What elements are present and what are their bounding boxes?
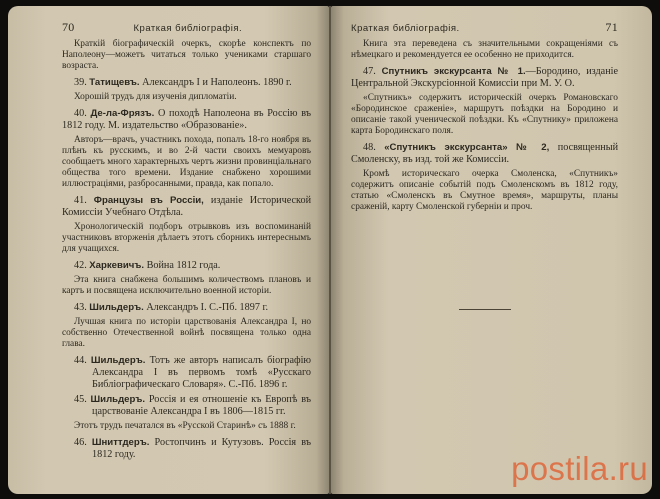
entry-note: Этотъ трудъ печатался въ «Русской Старинѣ» съ 1888 г. bbox=[74, 421, 296, 431]
entry-48 bbox=[351, 142, 618, 166]
entry-number: 47. bbox=[363, 66, 376, 77]
right-text-block bbox=[351, 39, 618, 310]
entry-42 bbox=[62, 260, 311, 272]
left-page bbox=[8, 6, 329, 494]
left-page-number: 70 bbox=[62, 20, 75, 34]
book-spread bbox=[8, 6, 652, 494]
entry-author: «Спутникъ экскурсанта» № 2, bbox=[384, 142, 550, 153]
watermark: postila.ru bbox=[511, 450, 648, 487]
right-intro-note: Книга эта переведена съ значительными сокращеніями съ нѣмецкаго и рекомендуется ее особенно не приходится. bbox=[351, 39, 618, 60]
entry-46 bbox=[62, 437, 311, 461]
right-running-title: Краткая библіографія. bbox=[351, 23, 460, 34]
entry-45 bbox=[62, 394, 311, 418]
entry-title: О походѣ Наполеона въ Россію въ 1812 году. М. издательство «Образованіе». bbox=[62, 108, 312, 131]
entry-41 bbox=[62, 195, 311, 219]
entry-title: Война 1812 года. bbox=[146, 260, 221, 271]
entry-note: Хорошій трудъ для изученія дипломатіи. bbox=[74, 92, 237, 102]
entry-title: изданіе Исторической Комиссіи Учебнаго Отдѣла. bbox=[62, 195, 312, 218]
entry-39 bbox=[62, 77, 311, 89]
entry-number: 44. bbox=[74, 355, 87, 366]
entry-note: Лучшая книга по исторіи царствованія Александра I, но собственно Отечественной войнѣ посвящена только одна глава. bbox=[62, 317, 312, 349]
entry-title: Россія и ея отношеніе къ Европѣ въ царствованіе Александра I въ 1806—1815 гг. bbox=[92, 394, 312, 417]
entry-title: Тотъ же авторъ написалъ біографію Александра I въ первомъ томѣ «Русскаго Библіографическаго Словаря». С.-Пб. 1896 г. bbox=[92, 355, 312, 390]
entry-title: Ростопчинъ и Кутузовъ. Россія въ 1812 году. bbox=[92, 437, 312, 460]
section-rule bbox=[459, 309, 511, 310]
right-running-head bbox=[351, 20, 618, 35]
entry-number: 42. bbox=[74, 260, 87, 271]
entry-author: Спутникъ экскурсанта № 1. bbox=[381, 66, 526, 77]
entry-40 bbox=[62, 108, 311, 132]
entry-43 bbox=[62, 302, 311, 314]
entry-number: 41. bbox=[74, 195, 87, 206]
right-page-number: 71 bbox=[605, 20, 618, 34]
left-text-block bbox=[62, 39, 311, 461]
entry-title: Александръ I и Наполеонъ. 1890 г. bbox=[142, 77, 292, 88]
entry-number: 45. bbox=[74, 394, 87, 405]
entry-author: Татищевъ. bbox=[89, 77, 140, 88]
entry-number: 48. bbox=[363, 142, 376, 153]
entry-number: 39. bbox=[74, 77, 87, 88]
entry-title: Александръ I. С.-Пб. 1897 г. bbox=[146, 302, 269, 313]
entry-author: Французы въ Россіи, bbox=[93, 195, 204, 206]
entry-note: «Спутникъ» содержитъ историческій очеркъ Романовскаго «Бородинское сраженіе», маршрутъ поѣздки на Бородино и описаніе такой ученической поѣздки. Къ «Спутнику» приложена карта Бородинскаго поля. bbox=[351, 93, 618, 136]
entry-number: 40. bbox=[74, 108, 87, 119]
entry-author: Шниттдеръ. bbox=[91, 437, 150, 448]
right-page bbox=[331, 6, 652, 494]
entry-44 bbox=[62, 355, 311, 391]
entry-title: —Бородино, изданіе Центральной Экскурсіонной Комиссіи при М. У. О. bbox=[351, 66, 618, 89]
left-running-title: Краткая библіографія. bbox=[133, 23, 243, 34]
entry-note: Эта книга снабжена большимъ количествомъ плановъ и картъ и посвящена исключительно военной исторіи. bbox=[62, 275, 312, 296]
left-intro-note: Краткій біографическій очеркъ, скорѣе конспектъ по Наполеону—можетъ читаться только учениками старшаго возраста. bbox=[62, 39, 312, 71]
entry-note: Хронологическій подборъ отрывковъ изъ воспоминаній участниковъ вторженія дѣлаетъ этотъ сборникъ интереснымъ для учащихся. bbox=[62, 222, 312, 254]
left-running-head bbox=[62, 20, 311, 35]
entry-author: Шильдеръ. bbox=[89, 302, 144, 313]
entry-note: Кромѣ историческаго очерка Смоленска, «Спутникъ» содержитъ описаніе событій подъ Смоленскомъ въ 1812 году, статью «Смоленскъ въ Смутное время», маршруты, планы сраженій, карту Смоленской губерніи и проч. bbox=[351, 169, 618, 212]
entry-title: посвященный Смоленску, въ изд. той же Комиссіи. bbox=[351, 142, 619, 165]
entry-note: Авторъ—врачъ, участникъ похода, попалъ 18-го ноября въ плѣнъ къ русскимъ, и во 2-й части своихъ мемуаровъ сообщаетъ много характерныхъ чертъ жизни провинціальнаго общества того времени. Издание снабжено хорошими иллюстраціями, разбросанными, правда, как попало. bbox=[62, 135, 312, 189]
entry-47 bbox=[351, 66, 618, 90]
entry-author: Харкевичъ. bbox=[89, 260, 145, 271]
entry-author: Шильдеръ. bbox=[90, 394, 146, 405]
entry-number: 46. bbox=[74, 437, 87, 448]
entry-author: Де-ла-Фрязъ. bbox=[90, 108, 155, 119]
entry-author: Шильдеръ. bbox=[90, 355, 146, 366]
entry-number: 43. bbox=[74, 302, 87, 313]
